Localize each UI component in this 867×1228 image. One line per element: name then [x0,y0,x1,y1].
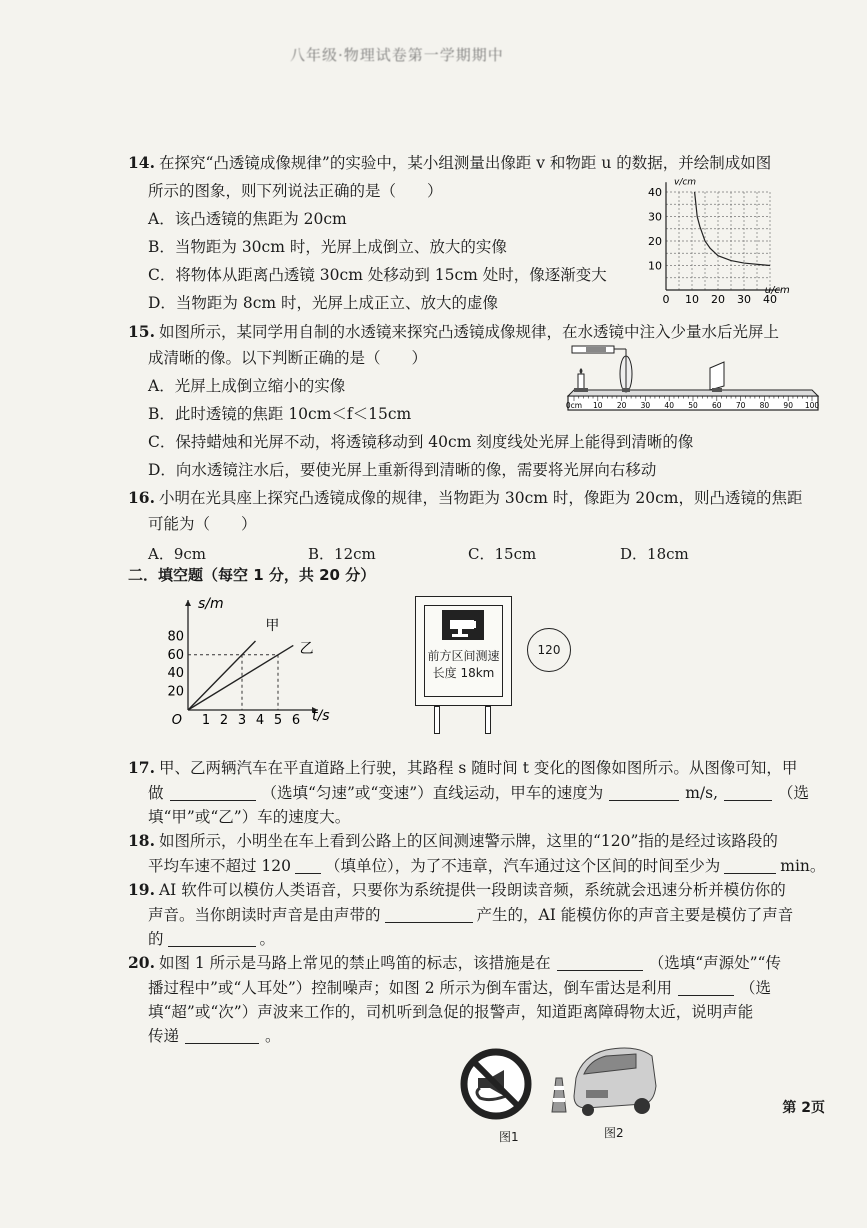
q17-text-2b: （选填“匀速”或“变速”）直线运动，甲车的速度为 [261,784,604,802]
q20-blank-1[interactable] [557,954,643,971]
q20-text-4b: 。 [265,1027,281,1045]
q17-blank-2[interactable] [609,784,679,801]
st-origin-label: O [171,713,182,727]
sign-line2: 长度 18km [432,666,495,680]
bench-tick-label: 90 [783,401,793,410]
q19-blank-2[interactable] [168,930,256,947]
uv-x-tick-label: 30 [737,293,751,306]
q18-blank-1[interactable] [295,857,321,874]
q15-stem-2: 成清晰的像。以下判断正确的是（ ） [148,349,428,367]
bench-tick-label: 60 [712,401,722,410]
q19-text-3b: 。 [259,930,276,948]
q17-blank-3[interactable] [724,784,772,801]
sign-inner-frame [424,605,503,697]
q20-text-1b: （选填“声源处”“传 [648,954,781,972]
q20-line4 [148,1026,281,1046]
st-y-tick-label: 80 [167,629,184,645]
st-y-tick-label: 40 [167,666,184,682]
q20-blank-3[interactable] [185,1027,259,1044]
st-x-tick-label: 6 [291,713,301,727]
q14-option-d: D．当物距为 8cm 时，光屏上成正立、放大的虚像 [148,294,499,312]
q19-text-2b: 产生的，AI 能模仿你的声音主要是模仿了声音 [476,906,794,924]
q17-text-2d: （选 [778,784,810,802]
screen-icon [710,362,724,392]
uv-y-axis-label: v/cm [674,178,697,188]
q18-text-2c: min。 [780,857,826,875]
st-chart [160,592,360,727]
uv-x-tick-label: 40 [763,293,777,306]
q18-stem-1: 如图所示，小明坐在车上看到公路上的区间测速警示牌，这里的“120”指的是经过该路段的 [158,832,778,850]
q15-option-c: C．保持蜡烛和光屏不动，将透镜移动到 40cm 刻度线处光屏上能得到清晰的像 [148,433,694,451]
q19-line2 [148,905,793,925]
q20-text-2a: 播过程中”或“人耳处”）控制噪声；如图 2 所示为倒车雷达，倒车雷达是利用 [148,979,672,997]
st-x-tick-label: 4 [255,713,265,727]
st-y-arrow [185,600,191,606]
bench-tick-label: 0cm [565,401,583,410]
q18-line2 [148,856,825,876]
q16-option-c: C．15cm [468,545,537,563]
q19-number: 19. [128,880,155,899]
q17-stem-3: 填“甲”或“乙”）车的速度大。 [148,808,351,826]
q20-text-1a: 如图 1 所示是马路上常见的禁止鸣笛的标志，该措施是在 [158,954,551,972]
speed-sign [415,596,512,732]
speed-limit-value: 120 [537,643,561,657]
q20-stem-3: 填“超”或“次”）声波来工作的，司机听到急促的报警声，知道距离障碍物太近，说明声能 [148,1003,754,1021]
candle-icon [574,368,588,392]
st-x-tick-label: 2 [219,713,229,727]
header-scan-text: 八年级·物理试卷第一学期期中 [290,46,504,64]
q14-option-b: B．当物距为 30cm 时，光屏上成倒立、放大的实像 [148,238,507,256]
uv-y-tick-label: 30 [648,210,662,224]
st-x-tick-label: 1 [201,713,211,727]
q16-number: 16. [128,488,155,507]
st-x-tick-label: 3 [237,713,247,727]
bench-tick-label: 70 [735,401,746,410]
uv-y-tick-label: 40 [648,186,662,199]
q15-option-a: A．光屏上成倒立缩小的实像 [148,377,346,395]
q16-line1 [128,488,802,508]
no-honking-icon [460,1048,532,1120]
st-y-tick-label: 60 [167,647,184,663]
st-series-line-2 [188,645,293,710]
sign-board [415,596,512,706]
bench-tick-label: 50 [688,401,698,410]
q20-blank-2[interactable] [678,979,734,996]
bench-top [568,390,818,396]
q14-stem-2: 所示的图象，则下列说法正确的是（ ） [148,182,443,200]
q18-blank-2[interactable] [724,857,776,874]
sign-post-right [485,706,491,734]
reversing-car-icon [548,1030,658,1120]
q17-text-2c: m/s, [685,784,719,802]
st-y-axis-label: s/m [198,596,224,612]
st-series-label-2: 乙 [299,640,314,657]
q20-text-4a: 传递 [148,1027,180,1045]
section2-title: 二．填空题（每空 1 分，共 20 分） [128,566,376,584]
bench-tick-label: 80 [759,401,770,410]
traffic-cone-icon [552,1078,566,1112]
st-x-axis-label: t/s [312,708,330,724]
q18-text-2a: 平均车速不超过 120 [148,857,292,875]
uv-y-tick-label: 10 [648,259,662,273]
q14-stem-1: 在探究“凸透镜成像规律”的实验中，某小组测量出像距 v 和物距 u 的数据，并绘制成如图 [158,154,772,172]
uv-x-axis-label: u/cm [764,285,790,296]
q17-text-2a: 做 [148,784,164,802]
q18-line1 [128,831,778,851]
q18-number: 18. [128,831,155,850]
figure2-caption: 图2 [604,1126,624,1140]
q20-text-2b: （选 [740,979,772,997]
q17-blank-1[interactable] [170,784,256,801]
st-series-label-1: 甲 [265,617,280,634]
uv-x-tick-label: 10 [685,293,699,306]
optical-bench-figure [560,340,820,420]
q17-stem-1: 甲、乙两辆汽车在平直道路上行驶，其路程 s 随时间 t 变化的图像如图所示。从图像可知，甲 [158,759,798,777]
st-y-tick-label: 20 [167,684,184,700]
figure1-caption: 图1 [499,1130,519,1144]
bench-tick-label: 10 [593,401,603,410]
uv-chart [640,178,815,308]
speed-limit-sign [527,628,571,672]
st-x-tick-label: 5 [273,713,283,727]
q19-line1 [128,880,786,900]
uv-x-tick-label: 20 [711,293,725,306]
q17-number: 17. [128,758,155,777]
q14-number: 14. [128,153,155,172]
q16-option-b: B．12cm [308,545,376,563]
uv-x-tick-label: 0 [662,293,670,306]
q15-line1 [128,322,779,342]
q14-option-a: A．该凸透镜的焦距为 20cm [148,210,347,228]
q20-line2 [148,978,771,998]
q14-line1 [128,153,771,173]
camera-icon [442,610,484,640]
q16-option-a: A．9cm [148,545,207,563]
bench-tick-label: 30 [640,401,651,410]
q16-stem-1: 小明在光具座上探究凸透镜成像的规律，当物距为 30cm 时，像距为 20cm，则凸透镜的焦距 [158,489,803,507]
q15-number: 15. [128,322,155,341]
bench-tick-label: 20 [616,401,627,410]
q15-option-d: D．向水透镜注水后，要使光屏上重新得到清晰的像，需要将光屏向右移动 [148,461,657,479]
q15-option-b: B．此时透镜的焦距 10cm＜f＜15cm [148,405,412,423]
q16-stem-2: 可能为（ ） [148,515,257,533]
sign-post-left [434,706,440,734]
q18-text-2b: （填单位），为了不违章，汽车通过这个区间的时间至少为 [325,857,721,875]
q20-number: 20. [128,953,155,972]
q15-stem-1: 如图所示，某同学用自制的水透镜来探究凸透镜成像规律，在水透镜中注入少量水后光屏上 [158,323,779,341]
q14-option-c: C．将物体从距离凸透镜 30cm 处移动到 15cm 处时，像逐渐变大 [148,266,607,284]
q19-line3 [148,929,275,949]
bench-tick-label: 40 [664,401,674,410]
uv-y-tick-label: 20 [648,235,662,248]
q17-line1 [128,758,797,778]
q17-line2 [148,783,809,803]
sign-line1: 前方区间测速 [427,649,500,663]
q20-line1 [128,953,781,973]
q19-stem-1: AI 软件可以模仿人类语音，只要你为系统提供一段朗读音频，系统就会迅速分析并模仿你的 [158,881,786,899]
page-number: 第 2页 [782,1100,825,1116]
q19-text-2a: 声音。当你朗读时声音是由声带的 [148,906,381,924]
bench-tick-label: 100 [804,401,820,410]
q16-option-d: D．18cm [620,545,689,563]
q19-blank-1[interactable] [385,906,473,923]
q19-text-3a: 的 [148,930,164,948]
